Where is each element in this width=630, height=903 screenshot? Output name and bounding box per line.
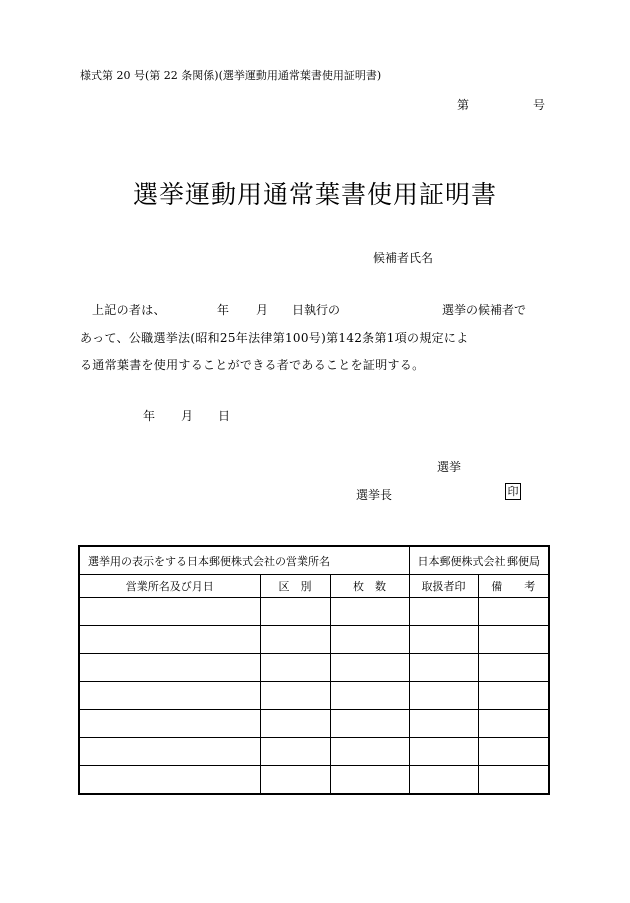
table-header-office-row (79, 546, 549, 575)
table-cell[interactable] (330, 766, 409, 795)
form-number: 様式第 20 号(第 22 条関係)(選挙運動用通常葉書使用証明書) (80, 69, 382, 82)
table-cell[interactable] (409, 766, 478, 795)
table-row (79, 654, 549, 682)
table-cell[interactable] (330, 738, 409, 766)
table-row (79, 598, 549, 626)
table-cell[interactable] (330, 654, 409, 682)
table-cell[interactable] (478, 710, 549, 738)
table-cell[interactable] (260, 738, 330, 766)
table-cell[interactable] (260, 766, 330, 795)
document-title: 選挙運動用通常葉書使用証明書 (132, 180, 497, 209)
body-line2: あって、公職選挙法(昭和25年法律第100号)第142条第1項の規定によ (80, 331, 469, 345)
table-cell[interactable] (330, 626, 409, 654)
col-remarks: 備 考 (478, 575, 549, 598)
body-year: 年 (217, 303, 230, 317)
table-cell[interactable] (409, 710, 478, 738)
table-cell[interactable] (79, 738, 260, 766)
table-cell[interactable] (260, 654, 330, 682)
date-year: 年 (143, 409, 156, 423)
col-category: 区 別 (260, 575, 330, 598)
header-post-office: 郵便局 (507, 554, 541, 568)
table-cell[interactable] (330, 710, 409, 738)
table-cell[interactable] (478, 682, 549, 710)
table-row (79, 682, 549, 710)
table-cell[interactable] (260, 682, 330, 710)
table-cell[interactable] (260, 626, 330, 654)
postcard-usage-table (78, 545, 550, 795)
header-company-cell (409, 546, 549, 575)
table-cell[interactable] (330, 682, 409, 710)
number-label-go: 号 (533, 98, 546, 112)
table-cell[interactable] (79, 766, 260, 795)
table-cell[interactable] (478, 598, 549, 626)
table-cell[interactable] (409, 682, 478, 710)
table-row (79, 626, 549, 654)
table-row (79, 738, 549, 766)
candidate-name-label: 候補者氏名 (373, 251, 434, 265)
body-month: 月 (256, 303, 269, 317)
table-column-header-row (79, 575, 549, 598)
date-month: 月 (181, 409, 194, 423)
table-cell[interactable] (79, 682, 260, 710)
table-row (79, 710, 549, 738)
col-count: 枚 数 (330, 575, 409, 598)
col-office-date: 営業所名及び月日 (79, 575, 260, 598)
table-cell[interactable] (478, 738, 549, 766)
col-handler-seal: 取扱者印 (409, 575, 478, 598)
table-cell[interactable] (79, 710, 260, 738)
body-line3: る通常葉書を使用することができる者であることを証明する。 (80, 358, 425, 372)
election-label: 選挙 (437, 460, 462, 474)
table-cell[interactable] (409, 626, 478, 654)
body-day-exec: 日執行の (292, 303, 341, 317)
number-label-dai: 第 (457, 98, 470, 112)
table-cell[interactable] (260, 710, 330, 738)
table-cell[interactable] (478, 766, 549, 795)
header-office-label: 選挙用の表示をする日本郵便株式会社の営業所名 (79, 546, 409, 575)
table-cell[interactable] (409, 654, 478, 682)
seal-stamp: 印 (505, 483, 521, 500)
election-chief-label: 選挙長 (356, 488, 393, 502)
table-cell[interactable] (409, 738, 478, 766)
body-election-candidate: 選挙の候補者で (442, 303, 527, 317)
table-cell[interactable] (478, 654, 549, 682)
table-row (79, 766, 549, 795)
table-cell[interactable] (79, 598, 260, 626)
body-line1-start: 上記の者は、 (92, 303, 166, 317)
date-day: 日 (218, 409, 231, 423)
header-company: 日本郵便株式会社 (417, 554, 506, 568)
table-cell[interactable] (79, 626, 260, 654)
table-cell[interactable] (409, 598, 478, 626)
table-cell[interactable] (478, 626, 549, 654)
table-cell[interactable] (79, 654, 260, 682)
table-cell[interactable] (260, 598, 330, 626)
table-cell[interactable] (330, 598, 409, 626)
